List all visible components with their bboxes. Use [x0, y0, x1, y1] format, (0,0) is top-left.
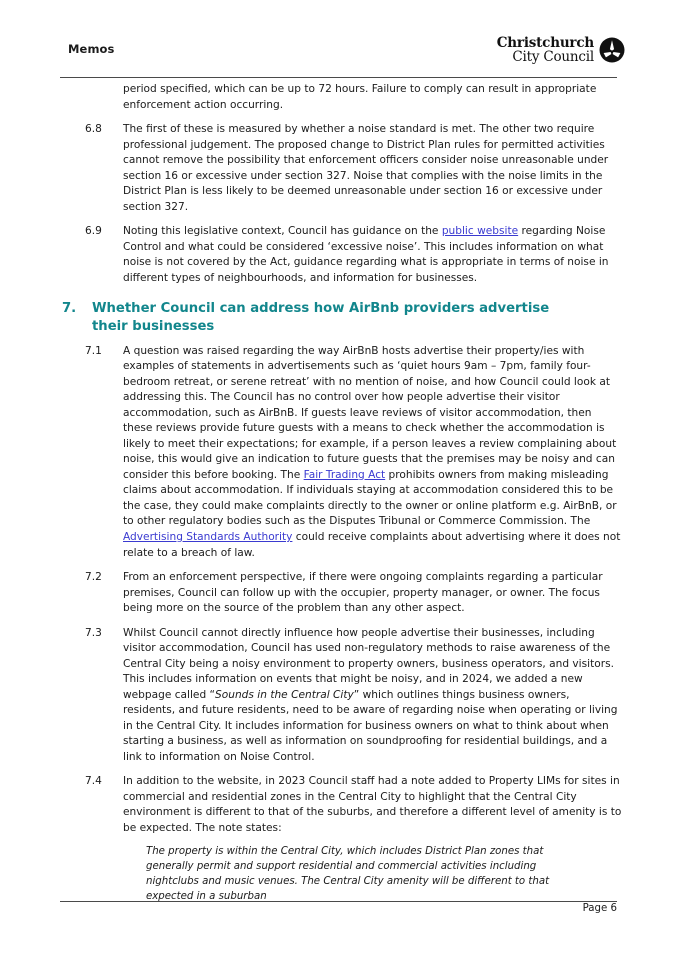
paragraph-7-3	[60, 626, 622, 766]
paragraph-7-2	[60, 570, 622, 617]
paragraph-text-7-1: A question was raised regarding the way AirBnB hosts advertise their property/ies with examples of statements in advertisements such as ‘quiet hours 9am – 7pm, family four-bedroom retreat, or serene retreat’ with no mention of noise, and how Council could look at addressing this. The Council has no control over how people advertise their visitor accommodation, such as AirBnB. If guests leave reviews of visitor accommodation, then these reviews provide future guests with a means to check whether the accommodation is likely to meet their expectations; for example, if a person leaves a review complaining about noise, this would give an indication to future guests that the premises may be noisy and can consider this before booking. The Fair Trading Act prohibits owners from making misleading claims about accommodation. If individuals staying at accommodation considered this to be the case, they could make complaints directly to the owner or online platform e.g. AirBnB, or to other regulatory bodies such as the Disputes Tribunal or Commerce Commission. The Advertising Standards Authority could receive complaints about advertising where it does not relate to a breach of law.	[123, 344, 621, 559]
footer-divider	[60, 901, 617, 902]
paragraph-text-6-9: Noting this legislative context, Council has guidance on the public website regarding Noise Control and what could be considered ‘excessive noise’. This includes information on what noise is not covered by the Act, guidance regarding what is appropriate in terms of noise in different types of neighbourhoods, and information for businesses.	[123, 225, 609, 284]
paragraph-number-7-2: 7.2	[85, 571, 102, 584]
page-header	[60, 36, 625, 74]
header-title: Memos	[68, 42, 115, 56]
paragraph-6-9	[60, 224, 622, 286]
paragraph-number-7-4: 7.4	[85, 775, 102, 788]
section-heading-7	[60, 300, 582, 336]
paragraph-number-7-1: 7.1	[85, 344, 102, 357]
inline-link[interactable]: public website	[441, 225, 519, 238]
inline-link[interactable]: Advertising Standards Authority	[123, 531, 293, 543]
logo-line-city-council: City Council	[512, 49, 594, 66]
christchurch-council-emblem-icon	[599, 37, 625, 63]
paragraph-number-6-8: 6.8	[85, 123, 102, 136]
logo-wordmark	[497, 36, 594, 64]
paragraph-text-7-2: From an enforcement perspective, if there were ongoing complaints regarding a particular premises, Council can follow up with the occupier, property manager, or owner. The focus being more on the source of the problem than any other aspect.	[123, 571, 603, 615]
paragraph-text-7-3: Whilst Council cannot directly influence how people advertise their businesses, including visitor accommodation, Council has used non-regulatory methods to raise awareness of the Central City being a noisy environment to property owners, business operators, and visitors. This includes information on events that might be noisy, and in 2024, we added a new webpage called “Sounds in the Central City” which outlines things business owners, residents, and future residents, need to be aware of regarding noise when operating or living in the Central City. It includes information for business owners on what to think about when starting a business, as well as information on soundproofing for residential buildings, and a link to information on Noise Control.	[123, 626, 618, 763]
section-number-7: 7.	[62, 301, 77, 317]
continued-paragraph: period specified, which can be up to 72 hours. Failure to comply can result in appropriate enforcement action occurring.	[123, 83, 597, 111]
page-number-label: Page 6	[582, 903, 617, 914]
paragraph-number-6-9: 6.9	[85, 225, 102, 238]
section-heading-text: Whether Council can address how AirBnb providers advertise their businesses	[92, 301, 550, 334]
lim-note-quote: The property is within the Central City, which includes District Plan zones that generally permit and support residential and commercial activities including nightclubs and music venues. The Central City amenity will be different to that expected in a suburban	[146, 846, 550, 903]
page-footer	[60, 903, 617, 914]
inline-link[interactable]: Fair Trading Act	[303, 468, 386, 481]
christchurch-city-council-logo	[497, 36, 625, 64]
paragraph-text-7-4: In addition to the website, in 2023 Council staff had a note added to Property LIMs for sites in commercial and residential zones in the Central City to highlight that the Central City environment is different to that of the suburbs, and therefore a different level of amenity is to be expected. The note states:	[123, 775, 622, 834]
header-divider	[60, 77, 617, 78]
logo-line-christchurch: Christchurch	[496, 35, 594, 51]
inline-italic-text: Sounds in the Central City	[215, 688, 354, 701]
document-body	[60, 82, 622, 905]
paragraph-7-4	[60, 774, 622, 836]
paragraph-text-6-8: The first of these is measured by whether a noise standard is met. The other two require professional judgement. The proposed change to District Plan rules for permitted activities cannot remove the possibility that enforcement officers consider noise unreasonable under section 16 or excessive under section 327. Noise that complies with the noise limits in the District Plan is less likely to be deemed unreasonable under section 16 or excessive under section 327.	[123, 123, 609, 213]
paragraph-6-8	[60, 122, 622, 215]
paragraph-7-1	[60, 344, 622, 561]
paragraph-number-7-3: 7.3	[85, 626, 102, 639]
